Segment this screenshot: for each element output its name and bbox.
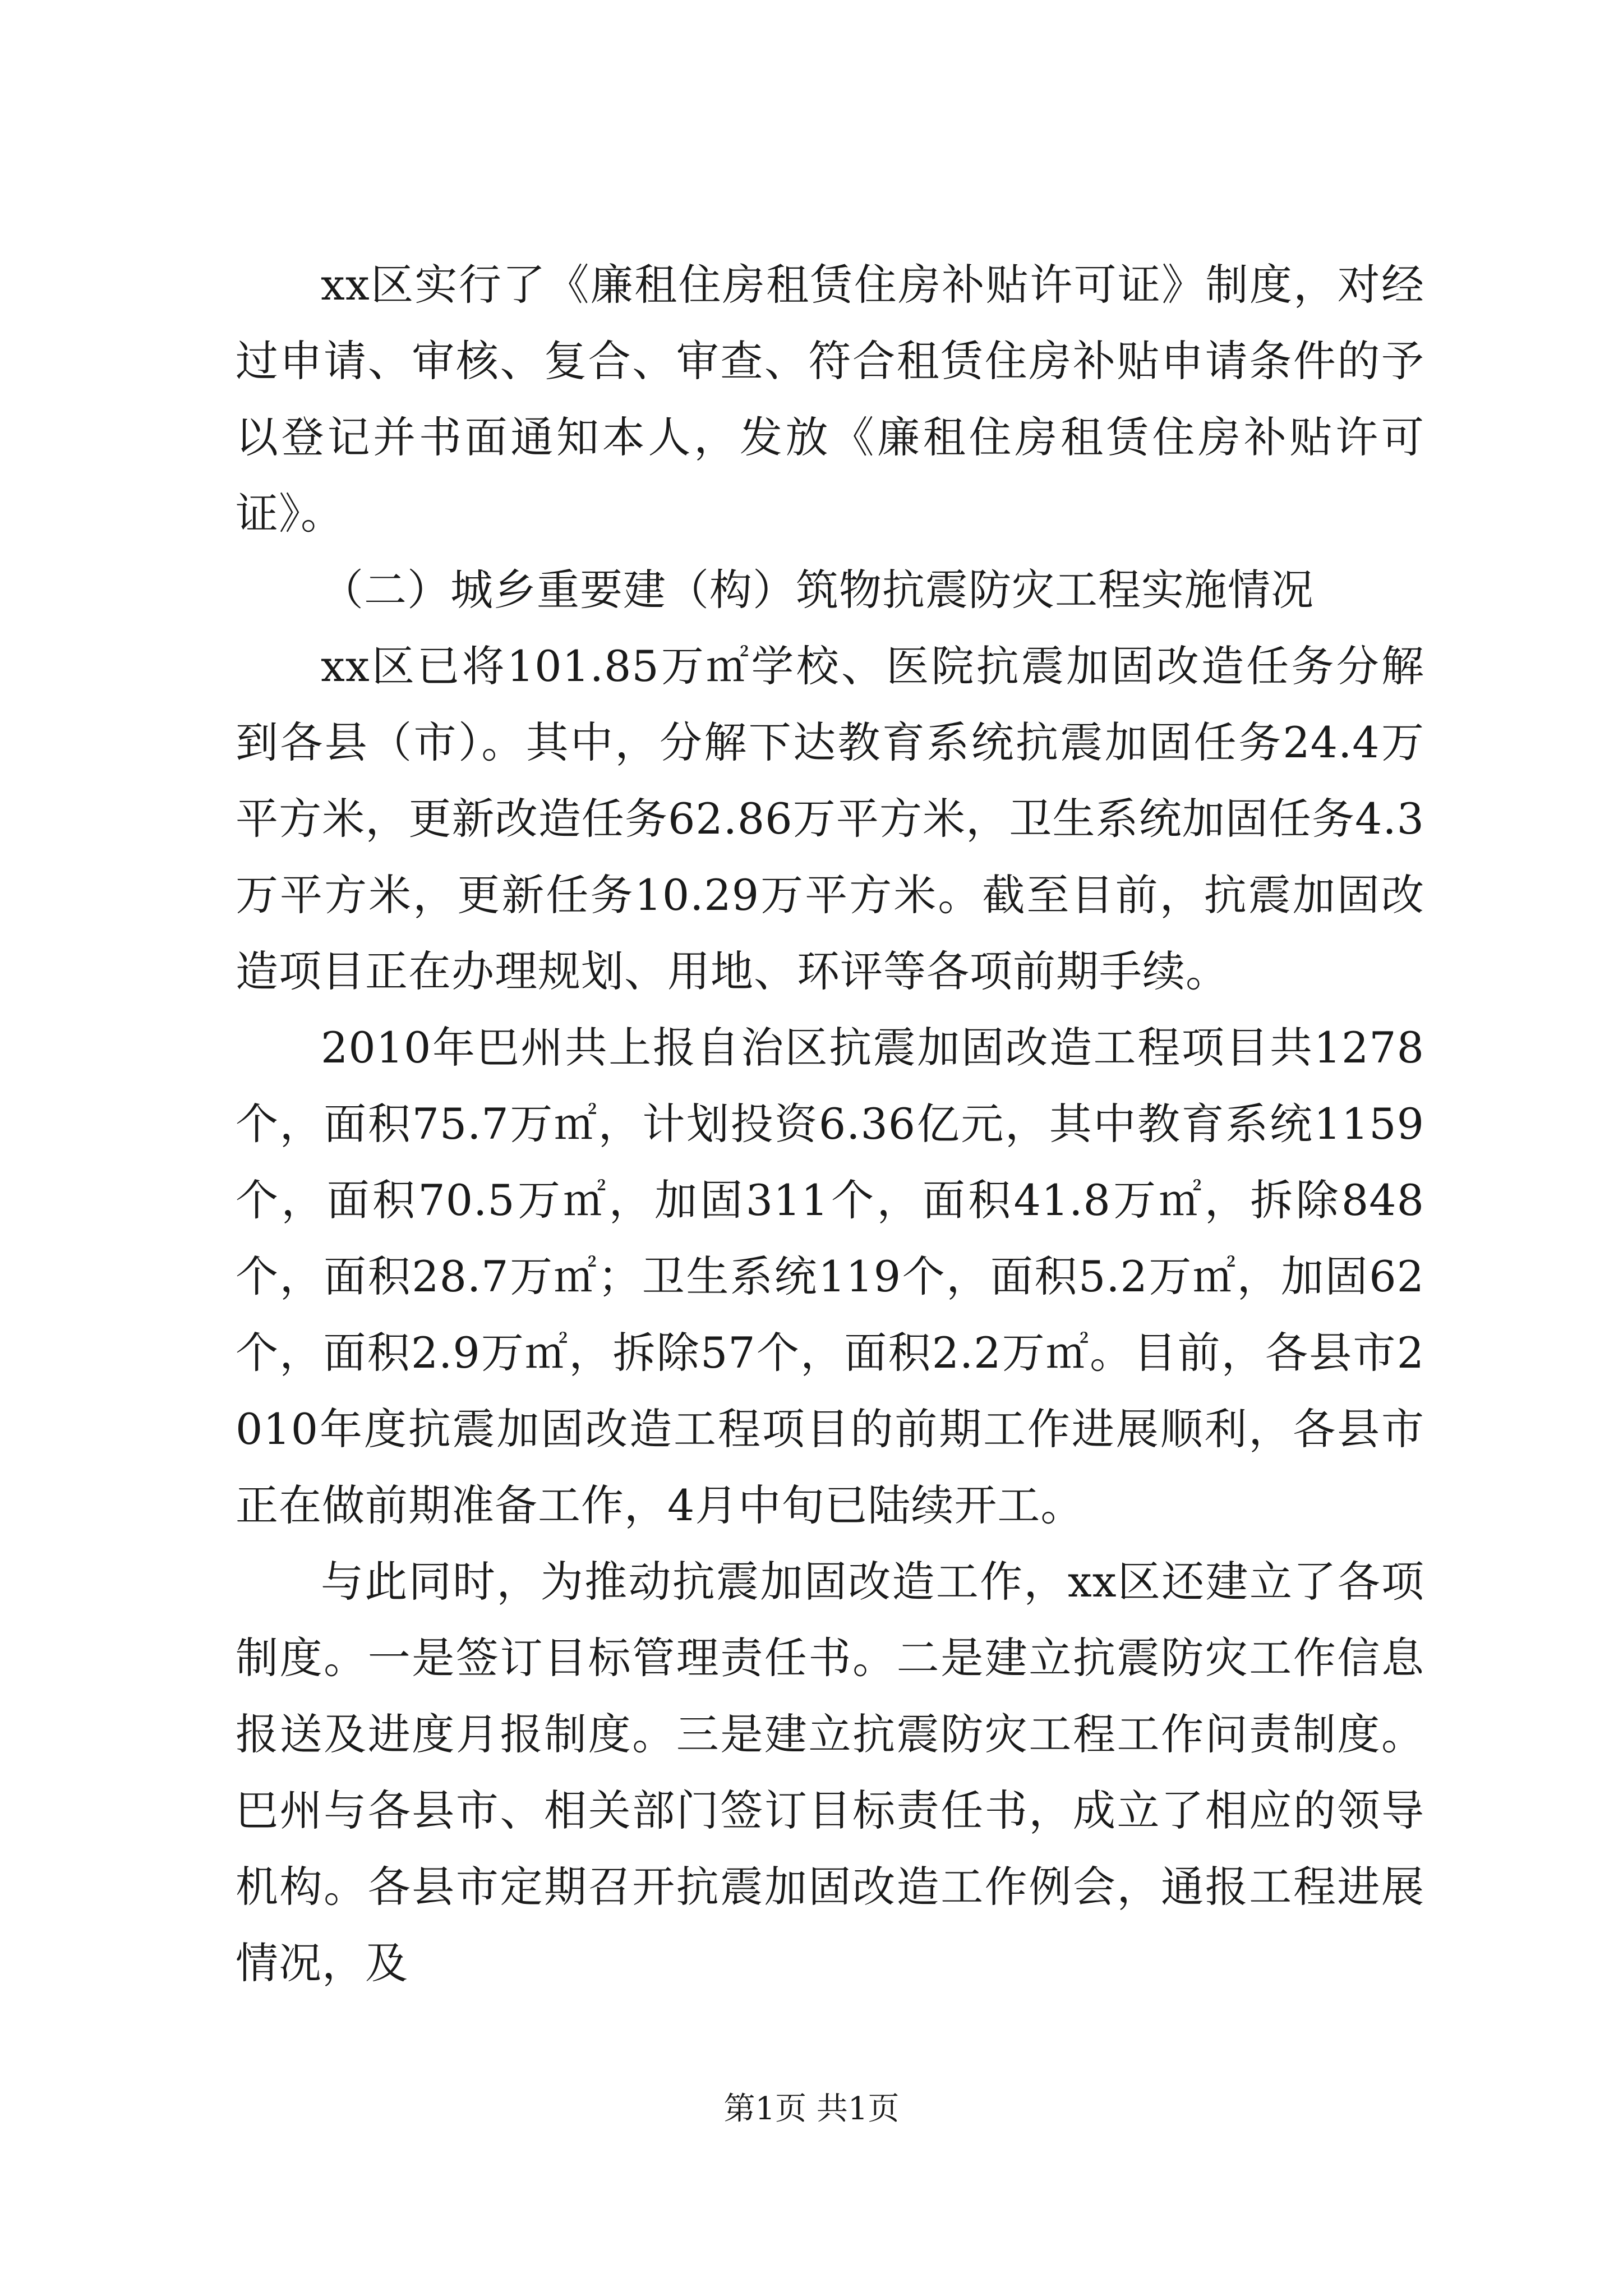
- page-footer: 第1页 共1页: [723, 2091, 900, 2127]
- paragraph-housing-subsidy-permit: xx区实行了《廉租住房租赁住房补贴许可证》制度，对经过申请、审核、复合、审查、符合租赁住房补贴申请条件的予以登记并书面通知本人，发放《廉租住房租赁住房补贴许可证》。: [236, 260, 1424, 539]
- section-heading-seismic-works: （二）城乡重要建（构）筑物抗震防灾工程实施情况: [321, 565, 1314, 615]
- document-body: [236, 247, 1424, 2001]
- paragraph-reinforcement-tasks: xx区已将101.85万㎡学校、医院抗震加固改造任务分解到各县（市）。其中，分解下达教育系统抗震加固任务24.4万平方米，更新改造任务62.86万平方米，卫生系统加固任务4.3万平方米，更新任务10.29万平方米。截至目前，抗震加固改造项目正在办理规划、用地、环评等各项前期手续。: [236, 641, 1424, 996]
- paragraph-systems-established: 与此同时，为推动抗震加固改造工作，xx区还建立了各项制度。一是签订目标管理责任书。二是建立抗震防灾工作信息报送及进度月报制度。三是建立抗震防灾工程工作问责制度。巴州与各县市、相关部门签订目标责任书，成立了相应的领导机构。各县市定期召开抗震加固改造工作例会，通报工程进展情况，及: [236, 1557, 1424, 1988]
- paragraph-2010-projects: 2010年巴州共上报自治区抗震加固改造工程项目共1278个，面积75.7万㎡，计划投资6.36亿元，其中教育系统1159个，面积70.5万㎡，加固311个，面积41.8万㎡，拆除848个，面积28.7万㎡；卫生系统119个，面积5.2万㎡，加固62个，面积2.9万㎡，拆除57个，面积2.2万㎡。目前，各县市2010年度抗震加固改造工程项目的前期工作进展顺利，各县市正在做前期准备工作，4月中旬已陆续开工。: [236, 1023, 1424, 1530]
